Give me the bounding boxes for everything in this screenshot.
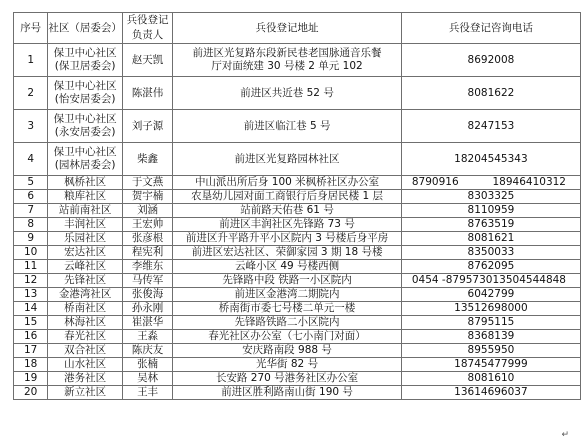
committee-name: (保卫居委会)	[54, 60, 116, 72]
cell-officer: 张彦根	[122, 232, 172, 246]
community-name: 站前南社区	[58, 204, 112, 216]
header-row	[14, 13, 581, 44]
header-officer-line1: 兵役登记	[126, 14, 169, 26]
table-row	[14, 218, 581, 232]
community-name: 粮库社区	[64, 190, 107, 202]
cell-seq: 13	[14, 288, 48, 302]
phone-pair	[402, 176, 580, 189]
cell-community	[48, 288, 123, 302]
address-line: 前进区光复路东段新民巷老国脉通音乐餐	[192, 47, 382, 59]
cell-officer: 陈湛伟	[122, 77, 172, 110]
address-line: 站前路天佑巷 61 号	[240, 204, 334, 216]
cell-seq: 11	[14, 260, 48, 274]
cell-officer: 陈庆友	[122, 344, 172, 358]
community-name: 保卫中心社区	[53, 113, 117, 125]
phone-number-2: 13504544848	[492, 274, 566, 286]
cell-address	[173, 143, 402, 176]
cell-seq: 5	[14, 176, 48, 190]
cell-address	[173, 176, 402, 190]
cell-address	[173, 302, 402, 316]
cell-phone: 8081622	[401, 77, 580, 110]
address-line: 先锋路中段 铁路一小区院内	[222, 274, 352, 286]
cell-seq: 9	[14, 232, 48, 246]
cell-address	[173, 232, 402, 246]
cell-phone: 8763519	[401, 218, 580, 232]
cell-phone: 8955950	[401, 344, 580, 358]
cell-address	[173, 316, 402, 330]
cell-phone: 8350033	[401, 246, 580, 260]
cell-address	[173, 218, 402, 232]
cell-officer: 孙永刚	[122, 302, 172, 316]
cell-seq: 1	[14, 44, 48, 77]
cell-phone: 8692008	[401, 44, 580, 77]
community-name: 金港湾社区	[58, 288, 112, 300]
cell-seq: 8	[14, 218, 48, 232]
cell-seq: 18	[14, 358, 48, 372]
cell-officer: 崔湛华	[122, 316, 172, 330]
address-line: 前进区临江巷 5 号	[243, 119, 331, 132]
table-row	[14, 143, 581, 176]
cell-community	[48, 77, 123, 110]
cell-community	[48, 190, 123, 204]
community-name: 保卫中心社区	[53, 47, 117, 59]
table-row	[14, 110, 581, 143]
table-row	[14, 288, 581, 302]
cell-address	[173, 288, 402, 302]
cell-phone	[401, 274, 580, 288]
table-row	[14, 316, 581, 330]
table-row	[14, 176, 581, 190]
cell-community	[48, 176, 123, 190]
table-row	[14, 190, 581, 204]
community-name: 乐园社区	[64, 232, 107, 244]
community-name: 双合社区	[64, 344, 107, 356]
address-line: 前进区胜利路南山街 190 号	[221, 386, 353, 398]
cell-officer: 王宏帅	[122, 218, 172, 232]
cell-address	[173, 44, 402, 77]
cell-seq: 10	[14, 246, 48, 260]
table-row	[14, 260, 581, 274]
address-line: 农垦幼儿园对面工商银行后身居民楼 1 层	[191, 190, 383, 202]
cell-community	[48, 260, 123, 274]
cell-address	[173, 344, 402, 358]
cell-community	[48, 44, 123, 77]
committee-name: (怡安居委会)	[54, 93, 116, 105]
cell-officer: 吴林	[122, 372, 172, 386]
table-row	[14, 246, 581, 260]
cell-community	[48, 372, 123, 386]
address-line: 前进区金港湾二期院内	[234, 288, 340, 300]
community-name: 先锋社区	[64, 274, 107, 286]
address-line: 春光社区办公室（七小南门对面）	[208, 330, 366, 342]
cell-phone: 8368139	[401, 330, 580, 344]
cell-phone: 8081621	[401, 232, 580, 246]
header-address: 兵役登记地址	[173, 13, 402, 44]
registration-table-container	[13, 12, 581, 400]
cell-community	[48, 246, 123, 260]
address-line: 云峰小区 49 号楼西侧	[235, 260, 340, 272]
address-line: 光华街 82 号	[256, 358, 319, 370]
community-name: 山水社区	[64, 358, 107, 370]
cell-phone: 8110959	[401, 204, 580, 218]
table-row	[14, 330, 581, 344]
header-officer-line2: 负责人	[131, 29, 164, 41]
cell-officer: 于文燕	[122, 176, 172, 190]
community-name: 云峰社区	[64, 260, 107, 272]
cell-address	[173, 77, 402, 110]
header-phone: 兵役登记咨询电话	[401, 13, 580, 44]
cell-phone: 13614696037	[401, 386, 580, 400]
cell-officer: 赵天凯	[122, 44, 172, 77]
cell-phone: 8795115	[401, 316, 580, 330]
community-name: 桥南社区	[64, 302, 107, 314]
cell-phone: 8081610	[401, 372, 580, 386]
cell-officer: 贺宇楠	[122, 190, 172, 204]
header-officer	[122, 13, 172, 44]
cell-address	[173, 358, 402, 372]
cell-seq: 16	[14, 330, 48, 344]
phone-number-2: 18946410312	[492, 176, 566, 188]
cell-address	[173, 260, 402, 274]
cell-address	[173, 386, 402, 400]
table-row	[14, 358, 581, 372]
cell-community	[48, 302, 123, 316]
community-name: 港务社区	[64, 372, 107, 384]
cell-address	[173, 204, 402, 218]
cell-seq: 6	[14, 190, 48, 204]
cell-officer: 柴鑫	[122, 143, 172, 176]
cell-seq: 7	[14, 204, 48, 218]
phone-pair	[402, 274, 580, 287]
cell-community	[48, 232, 123, 246]
registration-table	[13, 12, 581, 400]
address-line: 前进区宏达社区、荣御家园 3 期 18 号楼	[191, 246, 383, 258]
cell-address	[173, 274, 402, 288]
cell-officer: 马传军	[122, 274, 172, 288]
cell-officer: 张俊海	[122, 288, 172, 302]
cell-officer: 刘子源	[122, 110, 172, 143]
table-row	[14, 77, 581, 110]
cell-address	[173, 330, 402, 344]
committee-name: (永安居委会)	[54, 126, 116, 138]
cell-seq: 15	[14, 316, 48, 330]
community-name: 保卫中心社区	[53, 80, 117, 92]
table-body	[14, 44, 581, 400]
cell-phone: 8303325	[401, 190, 580, 204]
table-row	[14, 274, 581, 288]
address-line: 中山派出所后身 100 米枫桥社区办公室	[194, 176, 380, 188]
return-mark: ↵	[561, 430, 569, 440]
address-line: 桥南街市委七号楼二单元一楼	[218, 302, 356, 314]
address-line: 前进区光复路园林社区	[234, 152, 340, 165]
table-row	[14, 372, 581, 386]
cell-community	[48, 386, 123, 400]
cell-seq: 14	[14, 302, 48, 316]
cell-community	[48, 344, 123, 358]
cell-seq: 2	[14, 77, 48, 110]
cell-phone: 18204545343	[401, 143, 580, 176]
address-line: 长安路 270 号港务社区办公室	[215, 372, 359, 384]
community-name: 新立社区	[64, 386, 107, 398]
cell-phone: 8762095	[401, 260, 580, 274]
cell-officer: 程宪利	[122, 246, 172, 260]
cell-address	[173, 110, 402, 143]
cell-seq: 3	[14, 110, 48, 143]
cell-seq: 4	[14, 143, 48, 176]
cell-community	[48, 143, 123, 176]
cell-officer: 张楠	[122, 358, 172, 372]
phone-number: 0454 -8795730	[411, 274, 493, 286]
table-row	[14, 386, 581, 400]
cell-community	[48, 316, 123, 330]
address-line: 前进区共近巷 52 号	[240, 86, 334, 99]
address-line: 安庆路南段 988 号	[242, 344, 332, 356]
header-seq: 序号	[14, 13, 48, 44]
community-name: 保卫中心社区	[53, 146, 117, 158]
cell-address	[173, 372, 402, 386]
table-row	[14, 302, 581, 316]
cell-seq: 12	[14, 274, 48, 288]
phone-number: 8790916	[411, 176, 459, 188]
cell-community	[48, 204, 123, 218]
cell-community	[48, 358, 123, 372]
cell-phone: 8247153	[401, 110, 580, 143]
table-row	[14, 232, 581, 246]
cell-phone: 6042799	[401, 288, 580, 302]
cell-officer: 刘涵	[122, 204, 172, 218]
table-row	[14, 344, 581, 358]
address-line: 前进区升平路升平小区院内 3 号楼后身平房	[185, 232, 389, 244]
cell-seq: 17	[14, 344, 48, 358]
cell-officer: 王淼	[122, 330, 172, 344]
cell-address	[173, 190, 402, 204]
cell-phone: 18745477999	[401, 358, 580, 372]
cell-community	[48, 110, 123, 143]
table-row	[14, 204, 581, 218]
committee-name: (园林居委会)	[54, 159, 116, 171]
address-line: 前进区丰润社区先锋路 73 号	[219, 218, 355, 230]
header-community: 社区（居委会）	[48, 13, 123, 44]
cell-community	[48, 330, 123, 344]
table-row	[14, 44, 581, 77]
cell-community	[48, 218, 123, 232]
community-name: 春光社区	[64, 330, 107, 342]
community-name: 宏达社区	[64, 246, 107, 258]
cell-phone	[401, 176, 580, 190]
cell-phone: 13512698000	[401, 302, 580, 316]
cell-community	[48, 274, 123, 288]
community-name: 林海社区	[64, 316, 107, 328]
community-name: 枫桥社区	[64, 176, 107, 188]
cell-seq: 19	[14, 372, 48, 386]
cell-officer: 李维东	[122, 260, 172, 274]
address-line: 先锋路铁路二小区院内	[234, 316, 340, 328]
community-name: 丰润社区	[64, 218, 107, 230]
cell-address	[173, 246, 402, 260]
address-line-2: 厅对面统建 30 号楼 2 单元 102	[211, 60, 363, 72]
cell-officer: 王丰	[122, 386, 172, 400]
cell-seq: 20	[14, 386, 48, 400]
